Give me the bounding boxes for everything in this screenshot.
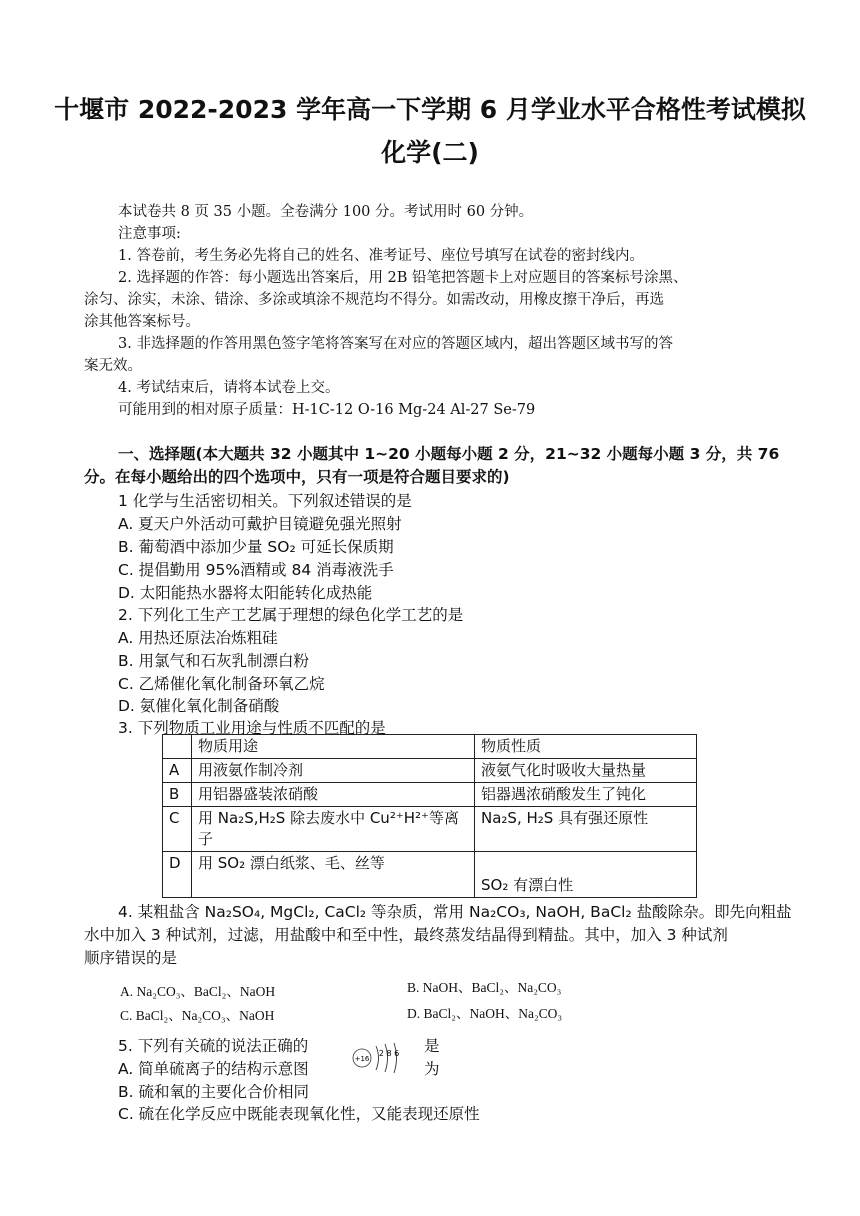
sulfur-ion-structure-diagram [352,1040,412,1076]
intro-line: 1. 答卷前，考生务必先将自己的姓名、准考证号、座位号填写在试卷的密封线内。 [118,248,644,264]
table-cell: A [163,759,192,783]
table-cell: 用铝器盛装浓硝酸 [192,783,475,807]
q4-option-a: A. Na₂CO₃、BaCl₂、NaOH [120,984,276,999]
table-cell: Na₂S, H₂S 具有强还原性 [475,807,697,852]
q4-stem: 水中加入 3 种试剂，过滤，用盐酸中和至中性，最终蒸发结晶得到精盐。其中，加入 3 种试剂 [84,926,728,944]
table-cell: 用液氨作制冷剂 [192,759,475,783]
q4-option-d: D. BaCl₂、NaOH、Na₂CO₃ [407,1006,563,1021]
q4-option-c: C. BaCl₂、Na₂CO₃、NaOH [120,1008,275,1023]
q5-option-b: B. 硫和氧的主要化合价相同 [118,1083,309,1101]
intro-line: 3. 非选择题的作答用黑色签字笔将答案写在对应的答题区域内，超出答题区域书写的答 [118,336,673,352]
exam-title: 十堰市 2022-2023 学年高一下学期 6 月学业水平合格性考试模拟 [54,95,806,124]
nucleus-label: +16 [354,1055,370,1063]
q3-stem: 3. 下列物质工业用途与性质不匹配的是 [118,719,386,737]
atomic-masses: 可能用到的相对原子质量：H-1C-12 O-16 Mg-24 Al-27 Se-79 [118,402,536,418]
q1-option-b: B. 葡萄酒中添加少量 SO₂ 可延长保质期 [118,538,394,556]
table-cell: 用 SO₂ 漂白纸浆、毛、丝等 [192,852,475,898]
intro-line: 本试卷共 8 页 35 小题。全卷满分 100 分。考试用时 60 分钟。 [118,204,534,220]
table-cell: 铝器遇浓硝酸发生了钝化 [475,783,697,807]
table-row [163,783,697,807]
table-row [163,759,697,783]
q1-stem: 1 化学与生活密切相关。下列叙述错误的是 [118,492,412,510]
q2-stem: 2. 下列化工生产工艺属于理想的绿色化学工艺的是 [118,606,464,624]
table-header-row [163,735,697,759]
q2-option-b: B. 用氯气和石灰乳制漂白粉 [118,652,309,670]
section-heading: 一、选择题(本大题共 32 小题其中 1~20 小题每小题 2 分，21~32 小题每小题 3 分，共 76 [118,445,780,463]
q5-option-a: A. 简单硫离子的结构示意图 [118,1060,309,1078]
intro-line: 注意事项: [118,226,181,242]
q2-option-c: C. 乙烯催化氧化制备环氧乙烷 [118,675,325,693]
table-cell: B [163,783,192,807]
table-row [163,852,697,898]
intro-line: 案无效。 [84,358,142,374]
table-cell: 物质性质 [475,735,697,759]
intro-line: 涂匀、涂实，未涂、错涂、多涂或填涂不规范均不得分。如需改动，用橡皮擦干净后，再选 [84,292,664,308]
q4-option-b: B. NaOH、BaCl₂、Na₂CO₃ [407,980,562,995]
q1-option-d: D. 太阳能热水器将太阳能转化成热能 [118,584,373,602]
table-cell: 用 Na₂S,H₂S 除去废水中 Cu²⁺H²⁺等离子 [192,807,475,852]
intro-line: 2. 选择题的作答：每小题选出答案后，用 2B 铅笔把答题卡上对应题目的答案标号涂黑、 [118,270,688,286]
q5-stem-tail: 是 [424,1037,440,1055]
q5-option-c: C. 硫在化学反应中既能表现氧化性，又能表现还原性 [118,1105,480,1123]
electron-shells-label: 2 8 6 [378,1049,400,1058]
table-cell: D [163,852,192,898]
section-heading: 分。在每小题给出的四个选项中，只有一项是符合题目要求的) [84,468,510,486]
q5-stem: 5. 下列有关硫的说法正确的 [118,1037,309,1055]
intro-line: 4. 考试结束后，请将本试卷上交。 [118,380,340,396]
q2-option-d: D. 氨催化氧化制备硝酸 [118,697,280,715]
q1-option-c: C. 提倡勤用 95%酒精或 84 消毒液洗手 [118,561,394,579]
table-cell: 物质用途 [192,735,475,759]
q4-stem: 4. 某粗盐含 Na₂SO₄, MgCl₂, CaCl₂ 等杂质，常用 Na₂CO₃, NaOH, BaCl₂ 盐酸除杂。即先向粗盐 [118,903,792,921]
q5-option-a-tail: 为 [424,1060,440,1078]
intro-line: 涂其他答案标号。 [84,314,200,330]
q1-option-a: A. 夏天户外活动可戴护目镜避免强光照射 [118,515,402,533]
table-cell: C [163,807,192,852]
q4-stem: 顺序错误的是 [84,949,178,967]
table-row [163,807,697,852]
table-cell: 液氨气化时吸收大量热量 [475,759,697,783]
q2-option-a: A. 用热还原法冶炼粗硅 [118,629,278,647]
exam-subtitle: 化学(二) [381,138,479,167]
table-cell: SO₂ 有漂白性 [475,852,697,898]
table-cell [163,735,192,759]
q3-table [162,734,697,898]
